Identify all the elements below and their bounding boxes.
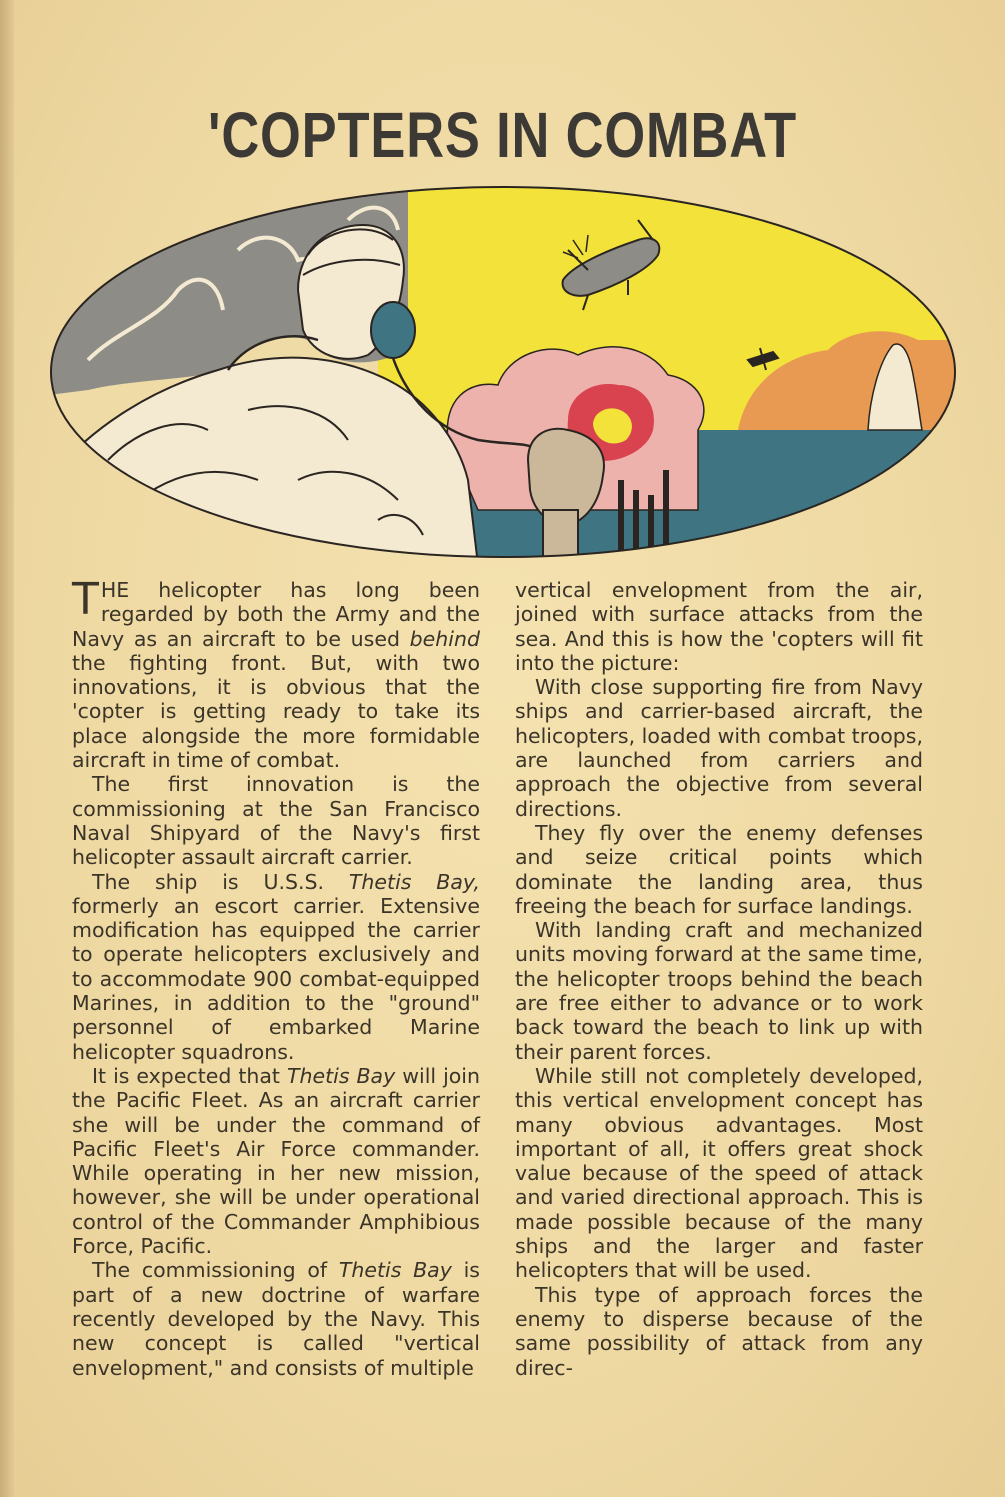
left-p1-text-a: HE helicopter has long been regarded by both the Army and the Navy as an aircraft to be used [72, 578, 480, 651]
left-paragraph-4 [72, 1064, 480, 1258]
right-paragraph-6: This type of approach forces the enemy to disperse because of the same possibility of attack from any direc- [515, 1282, 923, 1380]
right-paragraph-3: They fly over the enemy defenses and seize critical points which dominate the landing area, thus freeing the beach for surface landings. [515, 820, 923, 918]
page-title: 'COPTERS IN COMBAT [208, 99, 797, 171]
drop-cap: T [72, 574, 99, 625]
left-p3-text-b: formerly an escort carrier. Extensive modification has equipped the carrier to operate helicopters exclusively and to accommodate 900 combat-equipped Marines, in addition to the "ground" personnel of embarked Marine helicopter squadrons. [72, 893, 480, 1064]
page-binding-edge [0, 0, 14, 1497]
left-p1-text-b: the fighting front. But, with two innovations, it is obvious that the 'copter is getting ready to take its place alongside the more formidable aircraft in time of combat. [72, 650, 480, 773]
left-p4-emphasis: Thetis Bay [286, 1063, 396, 1088]
left-p3-emphasis: Thetis Bay, [348, 869, 480, 894]
right-column [515, 578, 923, 1380]
left-p4-text-a: It is expected that [92, 1063, 287, 1088]
left-p1-emphasis: behind [409, 626, 480, 651]
left-paragraph-2: The first innovation is the commissioning at the San Francisco Naval Shipyard of the Navy's first helicopter assault aircraft carrier. [72, 772, 480, 870]
right-paragraph-1: vertical envelopment from the air, joined with surface attacks from the sea. And this is how the 'copters will fit into the picture: [515, 578, 923, 675]
left-paragraph-1 [72, 574, 480, 773]
left-p5-emphasis: Thetis Bay [338, 1258, 452, 1283]
left-p5-text-b: is part of a new doctrine of warfare recently developed by the Navy. This new concept is called "vertical envelopment," and consists of multiple [72, 1258, 480, 1380]
right-paragraph-5: While still not completely developed, this vertical envelopment concept has many obvious advantages. Most important of all, it offers great shock value because of the speed of attack and varied directional approach. This is made possible because of the many ships and the larger and faster helicopters that will be used. [515, 1063, 923, 1283]
left-column [72, 574, 480, 1380]
left-p3-text-a: The ship is U.S.S. [92, 869, 349, 894]
sailor-headset-helicopters-illustration-icon [48, 180, 958, 565]
right-paragraph-2: With close supporting fire from Navy ships and carrier-based aircraft, the helicopters, loaded with combat troops, are launched from carriers and approach the objective from several directions. [515, 675, 923, 821]
right-paragraph-4: With landing craft and mechanized units moving forward at the same time, the helicopter troops behind the beach are free either to advance or to work back toward the beach to link up with their parent forces. [515, 918, 923, 1064]
left-p5-text-a: The commissioning of [92, 1258, 339, 1283]
left-paragraph-5 [72, 1258, 480, 1379]
left-p4-text-b: will join the Pacific Fleet. As an aircraft carrier she will be under the command of Pacific Fleet's Air Force commander. While operating in her new mission, however, she will be under operational control of the Commander Amphibious Force, Pacific. [72, 1063, 480, 1259]
left-paragraph-3 [72, 870, 480, 1064]
